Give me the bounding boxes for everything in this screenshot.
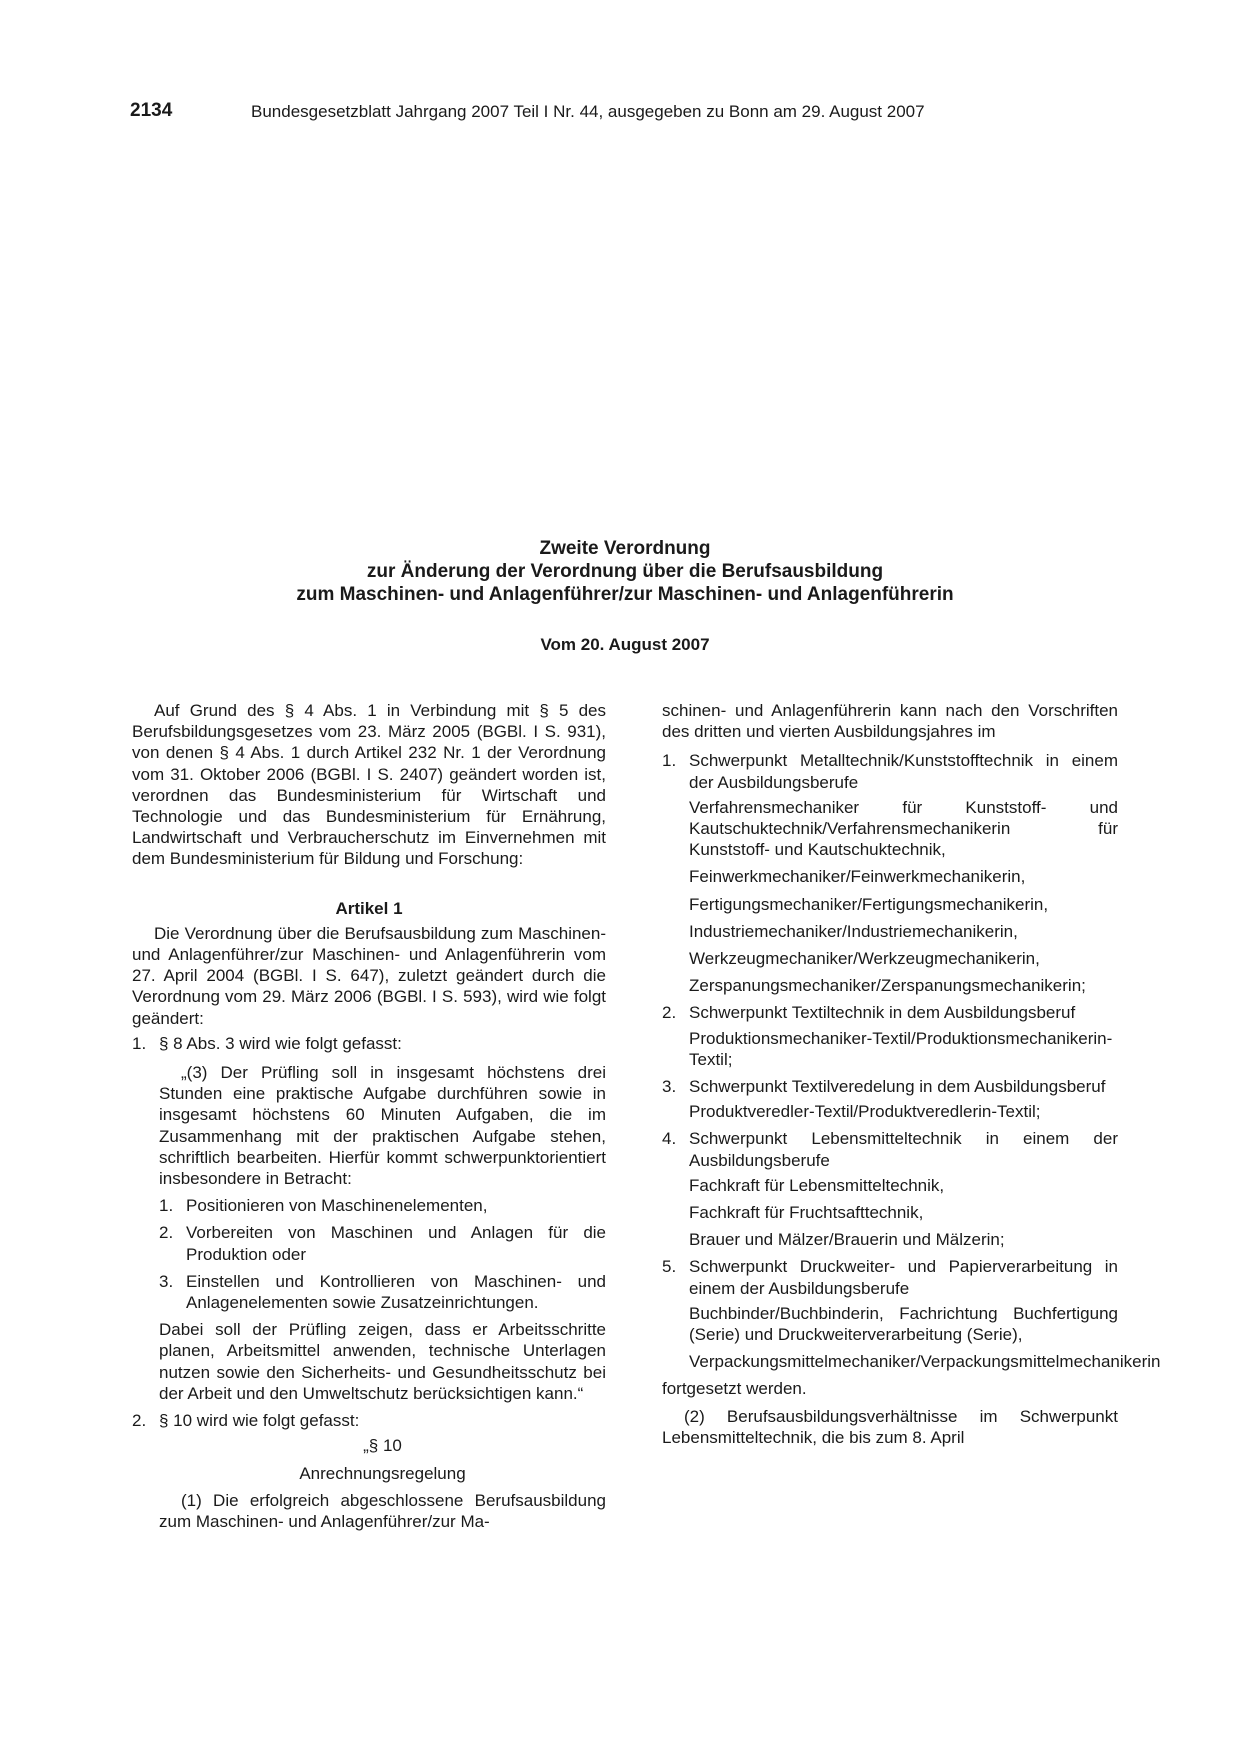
title-line-3: zum Maschinen- und Anlagenführer/zur Maschinen- und Anlagenführerin	[296, 584, 954, 605]
occupation: Fachkraft für Lebensmitteltechnik,	[689, 1175, 945, 1195]
closing-text: fortgesetzt werden.	[662, 1379, 807, 1399]
list-number: 1.	[662, 751, 677, 771]
occupation: Verfahrensmechaniker für Kunststoff- und Kautschuktechnik/Verfahrensmechanikerin für Kunststoff- und Kautschuktechnik,	[689, 797, 1118, 860]
left-column	[132, 700, 606, 1532]
list-item	[662, 1256, 1118, 1298]
right-column	[662, 700, 1161, 1448]
list-text: Schwerpunkt Metalltechnik/Kunststofftechnik in einem der Ausbildungsberufe	[689, 751, 1118, 792]
occupation: Produktveredler-Textil/Produktveredlerin-Textil;	[689, 1102, 1041, 1122]
title-line-1: Zweite Verordnung	[539, 538, 711, 559]
list-text: Vorbereiten von Maschinen und Anlagen für die Produktion oder	[186, 1223, 606, 1264]
list-text: Schwerpunkt Textiltechnik in dem Ausbildungsberuf	[689, 1003, 1076, 1023]
list-text: Schwerpunkt Lebensmitteltechnik in einem der Ausbildungsberufe	[689, 1129, 1118, 1170]
occupation: Buchbinder/Buchbinderin, Fachrichtung Buchfertigung (Serie) und Druckweiterverarbeitung (Serie),	[689, 1303, 1118, 1345]
section-title: Anrechnungsregelung	[299, 1463, 466, 1483]
list-number: 1.	[159, 1196, 174, 1216]
article-intro: Die Verordnung über die Berufsausbildung zum Maschinen- und Anlagenführer/zur Maschinen- und Anlagenführerin vom 27. April 2004 (BGBl. I S. 647), zuletzt geändert durch die Verordnung vom 29. März 2006 (BGBl. I S. 593), wird wie folgt geändert:	[132, 923, 606, 1028]
occupation: Brauer und Mälzer/Brauerin und Mälzerin;	[689, 1230, 1005, 1250]
list-number: 2.	[662, 1003, 677, 1023]
list-text: Schwerpunkt Textilveredelung in dem Ausbildungsberuf	[689, 1077, 1106, 1097]
page-number: 2134	[130, 100, 173, 121]
list-text: § 10 wird wie folgt gefasst:	[159, 1411, 360, 1431]
document-title	[130, 537, 1120, 606]
list-number: 4.	[662, 1129, 677, 1149]
list-item	[159, 1195, 606, 1216]
list-item	[662, 1128, 1118, 1170]
list-number: 5.	[662, 1257, 677, 1277]
list-number: 1.	[132, 1033, 147, 1053]
occupation: Produktionsmechaniker-Textil/Produktionsmechanikerin-Textil;	[689, 1028, 1113, 1069]
section-paragraph-1: (1) Die erfolgreich abgeschlossene Berufsausbildung zum Maschinen- und Anlagenführer/zur Ma-	[159, 1490, 606, 1531]
quoted-section-8	[159, 1062, 606, 1404]
list-number: 3.	[662, 1077, 677, 1097]
list-text: Schwerpunkt Druckweiter- und Papierverarbeitung in einem der Ausbildungsberufe	[689, 1257, 1118, 1298]
document-date: Vom 20. August 2007	[540, 635, 710, 654]
running-header: Bundesgesetzblatt Jahrgang 2007 Teil I Nr. 44, ausgegeben zu Bonn am 29. August 2007	[251, 102, 925, 121]
preamble: Auf Grund des § 4 Abs. 1 in Verbindung mit § 5 des Berufsbildungsgesetzes vom 23. März 2005 (BGBl. I S. 931), von denen § 4 Abs. 1 durch Artikel 232 Nr. 1 der Verordnung vom 31. Oktober 2006 (BGBl. I S. 2407) geändert worden ist, verordnen das Bundesministerium für Wirtschaft und Technologie und das Bundesministerium für Ernährung, Landwirtschaft und Verbraucherschutz im Einvernehmen mit dem Bundesministerium für Bildung und Forschung:	[132, 701, 606, 869]
list-item	[662, 750, 1118, 792]
list-item	[159, 1271, 606, 1313]
quote-end: Dabei soll der Prüfling zeigen, dass er Arbeitsschritte planen, Arbeitsmittel anwenden, technische Unterlagen nutzen sowie den Sicherheits- und Gesundheitsschutz bei der Arbeit und den Umweltschutz berücksichtigen kann.“	[159, 1320, 606, 1403]
occupation: Fachkraft für Fruchtsafttechnik,	[689, 1203, 924, 1223]
occupation: Werkzeugmechaniker/Werkzeugmechanikerin,	[689, 949, 1040, 969]
list-item	[662, 1002, 1118, 1023]
article-heading: Artikel 1	[335, 898, 403, 918]
section-number: „§ 10	[363, 1436, 402, 1456]
occupation: Zerspanungsmechaniker/Zerspanungsmechanikerin;	[689, 976, 1086, 996]
title-line-2: zur Änderung der Verordnung über die Berufsausbildung	[366, 561, 884, 582]
list-text: § 8 Abs. 3 wird wie folgt gefasst:	[159, 1033, 402, 1053]
quoted-section-10	[159, 1435, 606, 1532]
continuation-text: schinen- und Anlagenführerin kann nach den Vorschriften des dritten und vierten Ausbildungsjahres im	[662, 701, 1118, 742]
occupation: Feinwerkmechaniker/Feinwerkmechanikerin,	[689, 867, 1026, 887]
list-item	[662, 1076, 1118, 1097]
amendment-item-1	[132, 1033, 606, 1054]
occupation: Verpackungsmittelmechaniker/Verpackungsmittelmechanikerin	[689, 1352, 1161, 1372]
page-header	[130, 100, 1120, 130]
list-number: 3.	[159, 1271, 174, 1291]
list-number: 2.	[132, 1411, 147, 1431]
amendment-item-2	[132, 1410, 606, 1431]
list-text: Einstellen und Kontrollieren von Maschinen- und Anlagenelementen sowie Zusatzeinrichtungen.	[186, 1271, 606, 1313]
quote-paragraph: „(3) Der Prüfling soll in insgesamt höchstens drei Stunden eine praktische Aufgabe durchführen sowie in insgesamt höchstens 60 Minuten Aufgaben, die im Zusammenhang mit der praktischen Aufgabe stehen, schriftlich bearbeiten. Hierfür kommt schwerpunktorientiert insbesondere in Betracht:	[159, 1063, 606, 1189]
occupation: Fertigungsmechaniker/Fertigungsmechanikerin,	[689, 894, 1049, 914]
list-number: 2.	[159, 1223, 174, 1243]
list-text: Positionieren von Maschinenelementen,	[186, 1196, 488, 1216]
list-item	[159, 1222, 606, 1264]
section-paragraph-2: (2) Berufsausbildungsverhältnisse im Schwerpunkt Lebensmitteltechnik, die bis zum 8. April	[662, 1406, 1118, 1447]
occupation: Industriemechaniker/Industriemechanikerin,	[689, 921, 1018, 941]
